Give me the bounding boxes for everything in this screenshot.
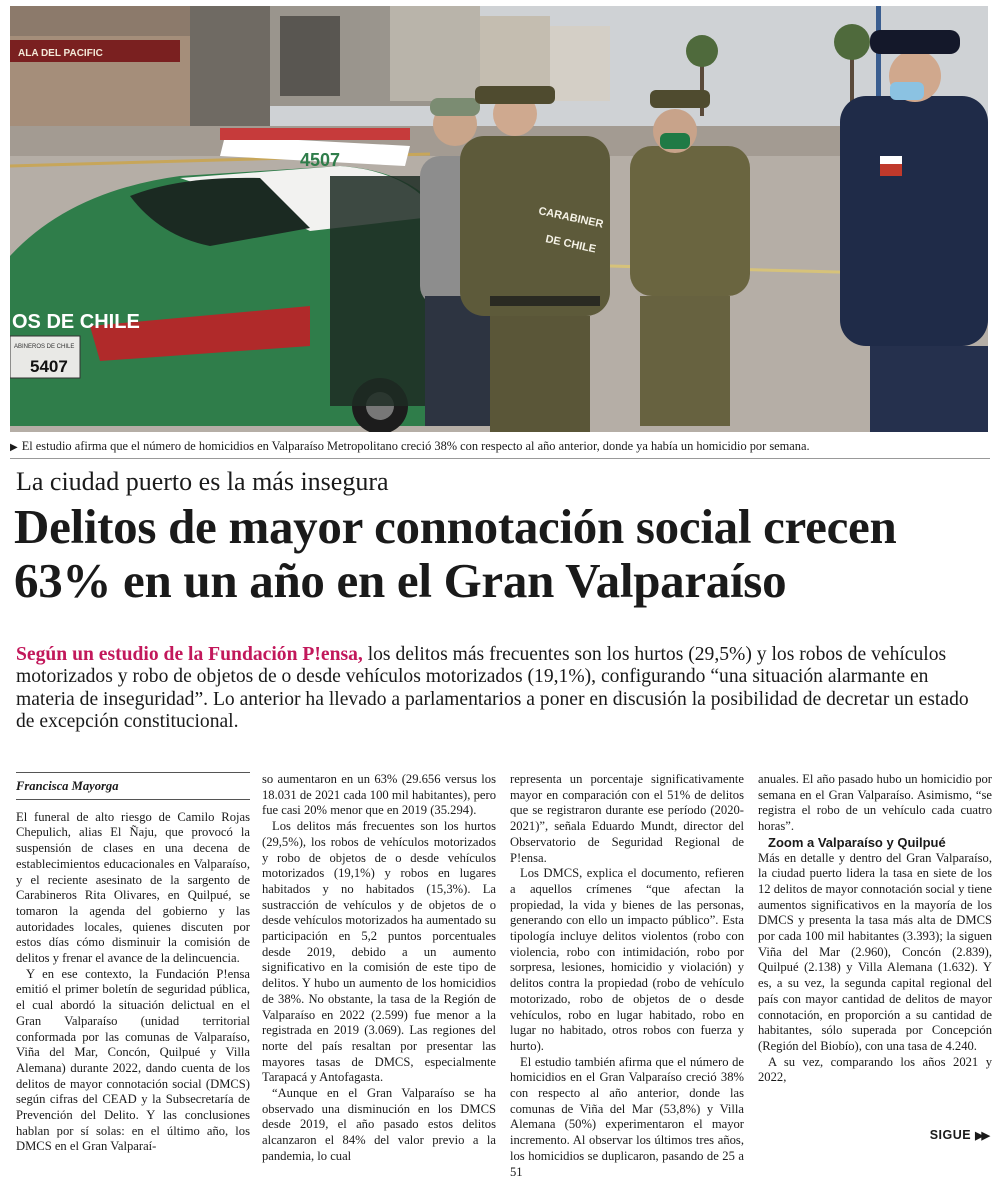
paragraph: representa un porcentaje significativamente mayor en comparación con el 51% de delitos que se registraron durante ese período (2020-2021)”, señala Eduardo Mundt, director del Observatorio de Seguridad Regional de P!ensa. [510, 772, 744, 865]
kicker: La ciudad puerto es la más insegura [16, 467, 389, 496]
column-3 [510, 772, 744, 1180]
divider [10, 458, 990, 459]
subheading: Zoom a Valparaíso y Quilpué [768, 834, 946, 850]
double-arrow-icon: ▶▶ [975, 1130, 988, 1142]
lead-highlight: Según un estudio de la Fundación P!ensa, [16, 644, 363, 665]
building-sign: ALA DEL PACIFIC [18, 48, 103, 59]
author-byline: Francisca Mayorga [16, 772, 250, 800]
lead-text: los delitos más frecuentes son los hurtos (29,5%) y los robos de vehículos motorizados y robo de objetos de o desde vehículos motorizados (19,1%), configurando “una situación alarmante en materia de inseguridad”. Lo anterior ha llevado a parlamentarios a poner en discusión la posibilidad de decretar un estado de excepción constitucional. [16, 644, 969, 733]
column-4 [758, 772, 992, 1086]
paragraph: Y en ese contexto, la Fundación P!ensa emitió el primer boletín de seguridad pública, el cual abordó la situación delictual en el Gran Valparaíso (unidad territorial conformada por las comunas de Valparaíso, Viña del Mar, Concón, Quilpué y Villa Alemana) durante 2022, dando cuenta de los delitos de mayor connotación social (DMCS) según cifras del CEAD y la Subsecretaría de Prevención del Delito. Y las conclusiones hablan por sí solas: en el último año, los DMCS en el Gran Valparaí- [16, 966, 250, 1154]
paragraph: “Aunque en el Gran Valparaíso se ha observado una disminución en los DMCS desde 2019, el año pasado estos delitos alcanzaron el 84% del valor previo a la pandemia, lo cual [262, 1086, 496, 1163]
paragraph: Los delitos más frecuentes son los hurtos (29,5%), los robos de vehículos motorizados y robo de objetos de o desde vehículos motorizados (19,1%) y robos en lugares habitados y no habitados (15,3%). La sustracción de vehículos y de objetos de o desde vehículos motorizados ha aumentado su participación en 5,2 puntos porcentuales desde 2019, debido a un aumento significativo en la comisión de este tipo de delitos. Y hubo un aumento de los homicidios de 38%. No obstante, la tasa de la Región de Valparaíso en 2022 (2.599) fue menor a la registrada en 2019 (3.069). Las regiones del norte del país resaltan por presentar las mayores tasas de DMCS, especialmente Tarapacá y Antofagasta. [262, 819, 496, 1085]
paragraph: A su vez, comparando los años 2021 y 2022, [758, 1054, 992, 1085]
article-body [14, 772, 992, 1179]
uniform-back-line1: CARABINER [537, 205, 605, 231]
paragraph: El estudio también afirma que el número de homicidios en el Gran Valparaíso creció 38% con respecto al año anterior, donde las comunas de Viña del Mar (53,8%) y Villa Alemana (50%) experimentaron el mayor incremento. Al observar los últimos tres años, los homicidios se duplicaron, pasando de 25 a 51 [510, 1054, 744, 1179]
paragraph: so aumentaron en un 63% (29.656 versus los 18.031 de 2021 cada 100 mil habitantes), pero fue casi 20% menor que en 2019 (35.294). [262, 772, 496, 818]
caption-marker-icon: ▶ [10, 442, 18, 453]
plate-top: ABINEROS DE CHILE [14, 344, 75, 350]
photo-illustration [10, 6, 988, 432]
news-photo [10, 6, 988, 432]
car-door-text: OS DE CHILE [12, 311, 140, 333]
headline: Delitos de mayor connotación social crecen 63% en un año en el Gran Valparaíso [14, 499, 897, 608]
continue-label: SIGUE [929, 1128, 972, 1142]
plate-number: 5407 [30, 357, 68, 376]
paragraph: El funeral de alto riesgo de Camilo Rojas Chepulich, alias El Ñaju, que provocó la suspensión de clases en una decena de establecimientos educacionales en Valparaíso, y el reciente asesinato de la sargento de Carabineros Rita Olivares, en Quilpué, se tomaron la agenda del gobierno y las autoridades locales, quienes discuten por estos días cómo disminuir la comisión de delitos y frenar el avance de la delincuencia. [16, 809, 250, 966]
column-2 [262, 772, 496, 1165]
paragraph: Los DMCS, explica el documento, refieren a aquellos crímenes “que afectan la propiedad, la vida y bienes de las personas, generando con ello un impacto público”. Esta tipología incluye delitos violentos (robo con violencia, robo con intimidación, robo por sorpresa, lesiones, homicidio y violación) y delitos contra la propiedad (robo de vehículo motorizado, robo de objetos de o desde vehículos, robo en lugar habitado, robo en lugar no habitado, otros robos con fuerza y hurto). [510, 866, 744, 1053]
photo-caption [10, 438, 990, 456]
paragraph: Más en detalle y dentro del Gran Valparaíso, la ciudad puerto lidera la tasa en siete de los 12 delitos de mayor connotación social y tiene aumentos significativos en la mayoría de los DMCS y presenta la tasa más alta de DMCS por cada 100 mil habitantes (3.393); la siguen Viña del Mar (2.960), Concón (2.839), Quilpué (2.138) y Villa Alemana (1.632). Y es, a su vez, la segunda capital regional del país con mayor cantidad de delitos de mayor connotación, en proporción a su cantidad de habitantes, sólo superada por Concepción (Región del Biobío), con una tasa de 4.240. [758, 850, 992, 1053]
continue-link[interactable] [930, 1128, 988, 1142]
caption-text: El estudio afirma que el número de homicidios en Valparaíso Metropolitano creció 38% con respecto al año anterior, donde ya había un homicidio por semana. [21, 439, 810, 453]
lead-paragraph [16, 644, 988, 734]
car-roof-number: 4507 [300, 150, 341, 170]
uniform-back-line2: DE CHILE [544, 233, 598, 256]
paragraph: anuales. El año pasado hubo un homicidio por semana en el Gran Valparaíso. Asimismo, “se registra el robo de un vehículo cada cuatro horas”. [758, 772, 992, 834]
column-1 [16, 772, 250, 1155]
